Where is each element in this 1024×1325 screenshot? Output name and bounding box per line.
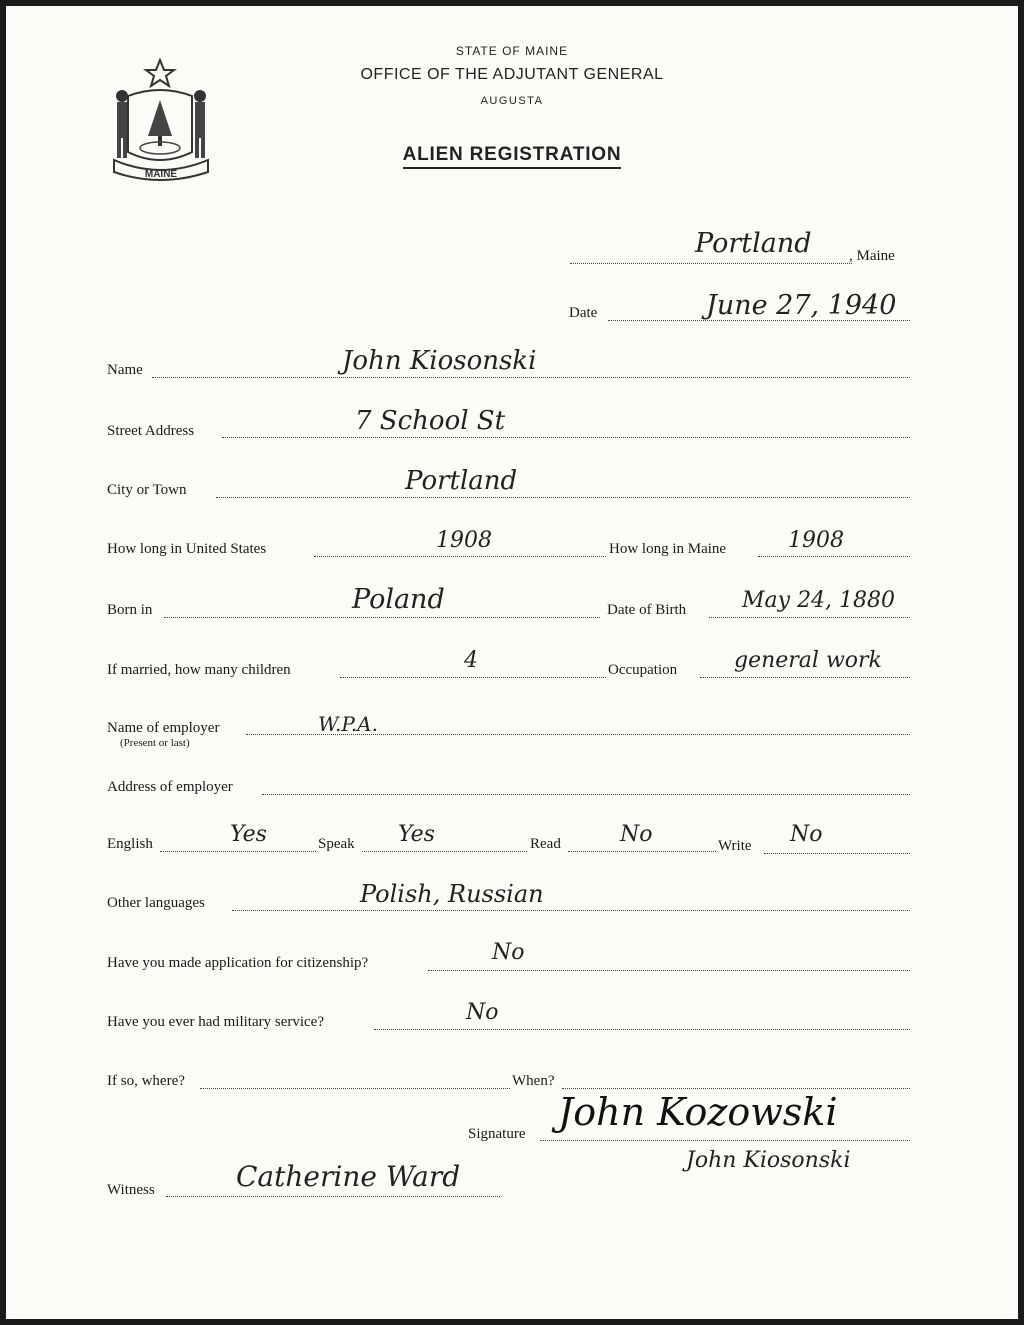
signature-label: Signature [468,1126,526,1142]
city-heading: AUGUSTA [480,95,544,107]
citizenship-line [428,970,910,971]
speak-label: Speak [318,836,355,852]
employer-note: (Present or last) [120,737,190,749]
where-label: If so, where? [107,1073,185,1089]
english-value: Yes [230,822,267,847]
name-value: John Kiosonski [342,346,537,376]
form-title-text: ALIEN REGISTRATION [403,144,622,169]
name-line [152,377,910,378]
children-line [340,677,606,678]
english-line [160,851,316,852]
witness-line [166,1196,500,1197]
write-line [764,853,910,854]
dob-label: Date of Birth [607,602,687,618]
state-heading: STATE OF MAINE [455,44,569,58]
name-label: Name [107,362,143,378]
witness-value: Catherine Ward [236,1160,461,1193]
city-line [216,497,910,498]
witness-label: Witness [107,1182,155,1198]
when-line [562,1088,910,1089]
place-value: Portland [695,228,812,259]
signature-line [540,1140,910,1141]
place-line [570,263,852,264]
maine-residence-value: 1908 [788,528,844,553]
maine-residence-line [758,556,910,557]
street-label: Street Address [107,423,195,439]
maine-label: , Maine [849,248,895,264]
born-line [164,617,600,618]
military-value: No [466,1000,499,1025]
office-heading: OFFICE OF THE ADJUTANT GENERAL [360,66,664,83]
street-line [222,437,910,438]
street-value: 7 School St [355,406,506,436]
seal-banner-text: MAINE [144,169,178,180]
where-line [200,1088,510,1089]
us-residence-label: How long in United States [107,541,267,557]
signature-printed-name: John Kiosonski [686,1148,851,1173]
city-value: Portland [405,466,518,496]
dob-value: May 24, 1880 [742,588,896,613]
date-value: June 27, 1940 [706,290,897,321]
read-value: No [620,822,653,847]
speak-line [362,851,527,852]
form-title [0,144,1024,166]
occupation-line [700,677,910,678]
maine-residence-label: How long in Maine [609,541,727,557]
employer-address-label: Address of employer [107,779,233,795]
us-residence-value: 1908 [436,528,492,553]
occupation-label: Occupation [608,662,678,678]
write-value: No [790,822,823,847]
us-residence-line [314,556,606,557]
citizenship-value: No [492,940,525,965]
other-languages-line [232,910,910,911]
signature-value: John Kozowski [558,1090,838,1134]
military-label: Have you ever had military service? [107,1014,324,1030]
occupation-value: general work [734,648,882,673]
children-value: 4 [464,648,478,673]
date-label: Date [569,305,598,321]
born-value: Poland [352,584,445,615]
dob-line [709,617,910,618]
read-label: Read [530,836,561,852]
speak-value: Yes [398,822,435,847]
other-languages-value: Polish, Russian [360,880,544,908]
born-label: Born in [107,602,153,618]
when-label: When? [512,1073,555,1089]
city-label: City or Town [107,482,187,498]
read-line [568,851,716,852]
employer-label: Name of employer [107,720,220,736]
write-label: Write [718,838,752,854]
citizenship-label: Have you made application for citizenship? [107,955,369,971]
other-languages-label: Other languages [107,895,205,911]
employer-value: W.P.A. [318,712,378,736]
military-line [374,1029,910,1030]
english-label: English [107,836,153,852]
children-label: If married, how many children [107,662,291,678]
employer-address-line [262,794,910,795]
